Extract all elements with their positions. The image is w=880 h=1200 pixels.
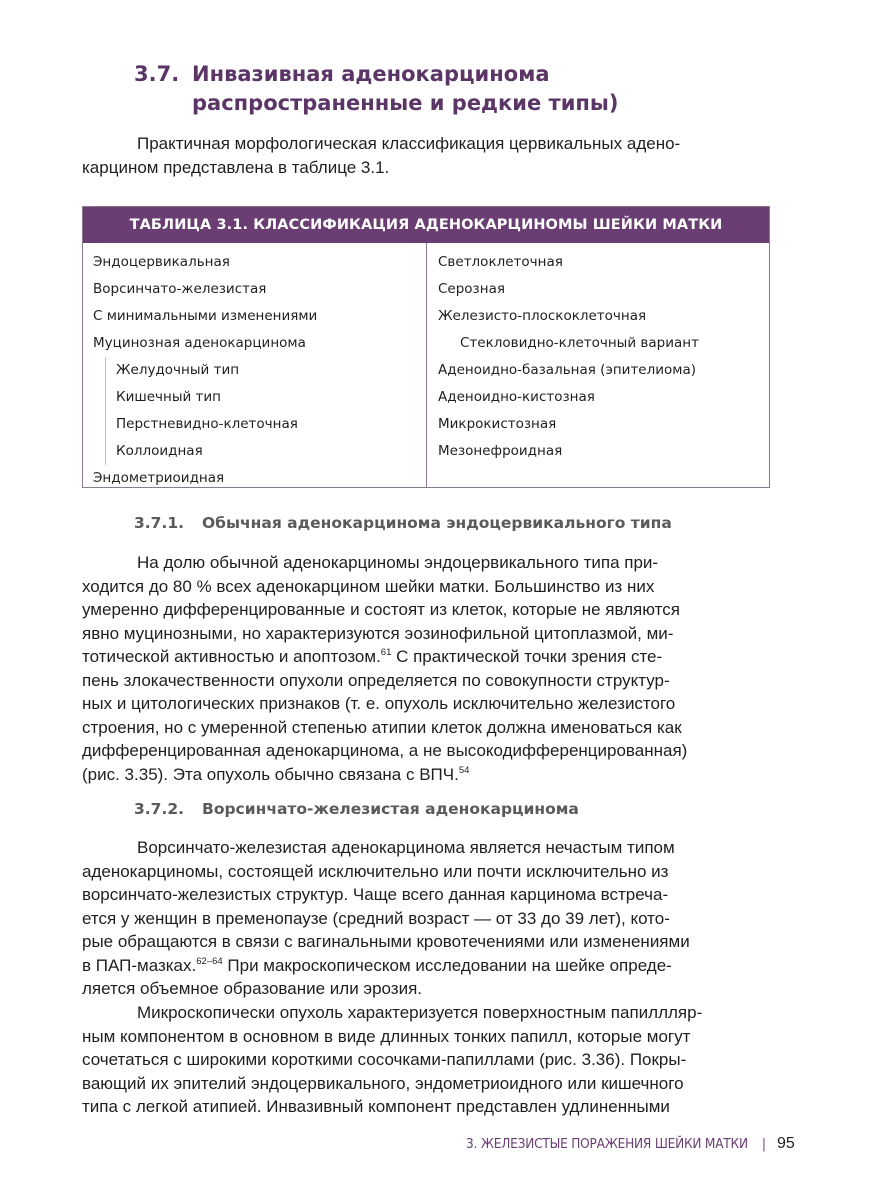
table-cell: С минимальными изменениями [93,308,318,324]
classification-table [82,206,770,488]
table-left-column [83,243,427,487]
paragraph-endocervical: На долю обычной аденокарциномы эндоцервикального типа при- ходится до 80 % всех аденокарцином шейки матки. Большинство из них умеренно дифференцированные и состоят из клеток, которые не являются явно муцинозными, но характеризуются эозинофильной цитоплазмой, ми- тотической активностью и апоптозом.$^{61}$ С практической точки зрения сте- пень злокачественности опухоли определяется по совокупности структур- ных и цитологических признаков (т. е. опухоль исключительно железистого строения, но с умеренной степенью атипии клеток должна именоваться как дифференцированная аденокарцинома, а не высокодифференцированная) (рис. 3.35). Эта опухоль обычно связана с ВПЧ.$^{54}$ [82,553,688,784]
table-cell: Аденоидно-базальная (эпителиома) [438,362,697,378]
section-number: 3.7. [134,62,180,86]
section-heading [134,60,794,118]
table-cell: Аденоидно-кистозная [438,389,595,405]
running-head: 3. ЖЕЛЕЗИСТЫЕ ПОРАЖЕНИЯ ШЕЙКИ МАТКИ [466,1136,748,1152]
table-cell: Эндоцервикальная [93,254,230,270]
page-number: 95 [776,1135,795,1152]
citation-ref: 62–64 [196,955,223,967]
table-cell: Микрокистозная [438,416,557,432]
table-cell: Ворсинчато-железистая [93,281,267,297]
paragraph-microscopy: Микроскопически опухоль характеризуется поверхностным папиллляр- ным компонентом в основном в виде длинных тонких папилл, которые могут сочетаться с широкими короткими сосочками-папиллами (рис. 3.36). Покры- вающий их эпителий эндоцервикального, эндометриоидного или кишечного типа с легкой атипией. Инвазивный компонент представлен удлиненными [82,1003,703,1116]
table-cell: Железисто-плоскоклеточная [438,308,647,324]
table-right-column [427,243,769,487]
citation-ref: 54 [458,764,470,776]
footer-separator: | [761,1136,766,1152]
table-cell-subtype: Кишечный тип [105,384,426,411]
table-cell-subtype: Желудочный тип [105,357,426,384]
table-cell-subtype: Стекловидно-клеточный вариант [460,335,699,351]
table-cell: Светлоклеточная [438,254,563,270]
section-title-line2: распространенные и редкие типы) [192,91,619,115]
table-cell-subtype: Коллоидная [105,438,426,465]
table-cell-subtype: Перстневидно-клеточная [105,411,426,438]
paragraph-villoglandular: Ворсинчато-железистая аденокарцинома является нечастым типом аденокарциномы, состоящей исключительно или почти исключительно из ворсинчато-железистых структур. Чаще всего данная карцинома встреча- ется у женщин в пременопаузе (средний возраст — от 33 до 39 лет), кото- рые обращаются в связи с вагинальными кровотечениями или изменениями в ПАП-мазках.$^{62-64}$ При макроскопическом исследовании на шейке опреде- ляется объемное образование или эрозия. [82,838,690,998]
table-cell: Муцинозная аденокарцинома [93,335,306,351]
table-title: ТАБЛИЦА 3.1. КЛАССИФИКАЦИЯ АДЕНОКАРЦИНОМЫ ШЕЙКИ МАТКИ [83,207,769,243]
section-title-line1: Инвазивная аденокарцинома [192,62,550,86]
table-cell: Эндометриоидная [93,470,225,486]
page-footer [466,1135,814,1153]
subsection-heading-1: 3.7.1. Обычная аденокарцинома эндоцервикального типа [134,514,672,532]
table-cell: Серозная [438,281,505,297]
subsection-heading-2: 3.7.2. Ворсинчато-железистая аденокарцинома [134,800,579,818]
intro-paragraph: Практичная морфологическая классификация цервикальных адено- карцином представлена в таблице 3.1. [82,134,681,177]
citation-ref: 61 [380,647,392,658]
table-cell: Мезонефроидная [438,443,563,459]
